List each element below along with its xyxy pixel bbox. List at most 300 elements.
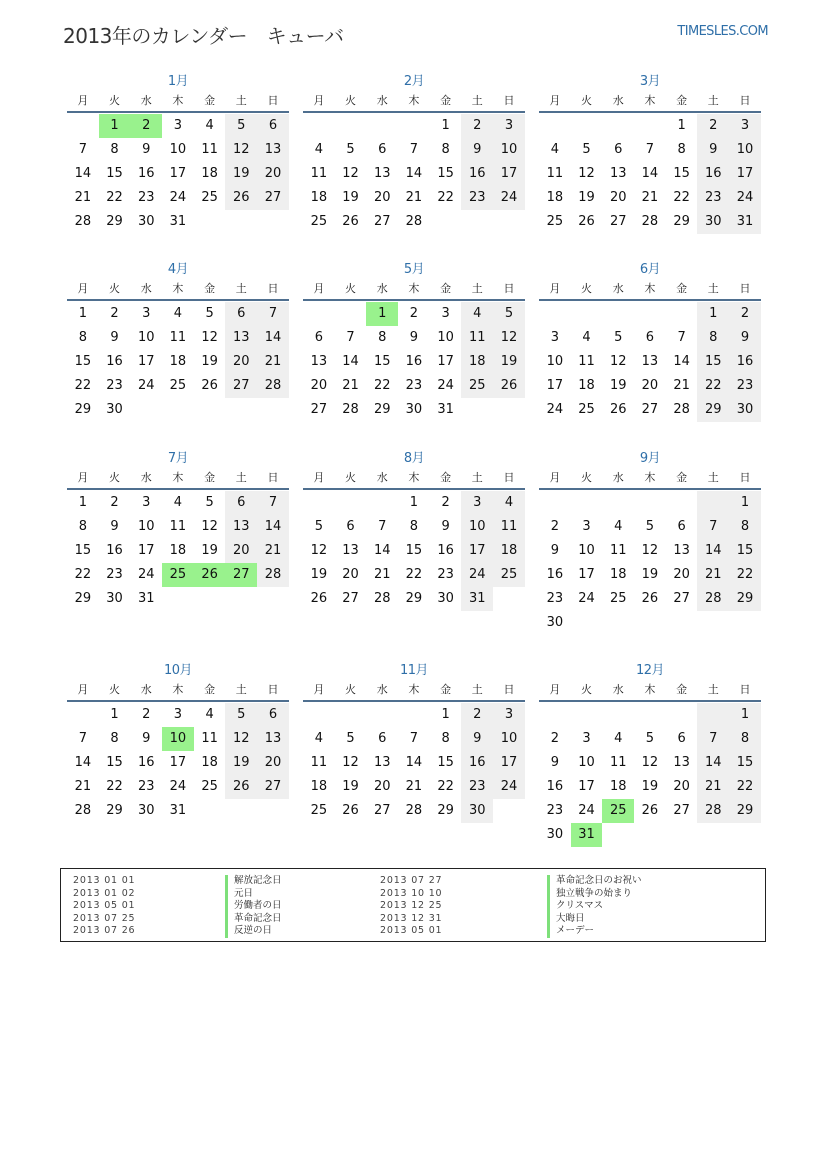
day-cell: 12 [641, 755, 659, 770]
day-cell: 14 [74, 755, 92, 770]
day-cell: 22 [697, 374, 729, 398]
empty-cell [225, 587, 257, 611]
day-cell: 27 [609, 214, 627, 229]
month-title: 8月 [403, 451, 425, 466]
day-cell: 26 [310, 591, 328, 606]
day-cell: 5 [205, 306, 214, 321]
day-cell: 15 [373, 354, 391, 369]
day-cell: 18 [609, 567, 627, 582]
day-cell: 24 [461, 563, 493, 587]
weekday-label: 水 [376, 683, 388, 696]
weekday-header [67, 680, 289, 702]
day-cell: 7 [409, 142, 419, 157]
day-cell: 3 [493, 703, 525, 727]
empty-cell [130, 398, 162, 422]
day-cell: 27 [310, 402, 328, 417]
day-cell: 13 [373, 755, 391, 770]
day-cell: 29 [373, 402, 391, 417]
day-cell: 28 [257, 374, 289, 398]
day-cell: 26 [578, 214, 595, 229]
legend-date: 2013 05 01 [380, 925, 443, 936]
empty-cell [257, 398, 289, 422]
empty-cell [67, 703, 99, 727]
day-cell: 4 [493, 491, 525, 515]
weekday-label: 木 [644, 683, 656, 696]
empty-cell [697, 703, 729, 727]
weekday-label: 金 [676, 282, 688, 295]
legend-date: 2013 07 27 [380, 875, 443, 886]
day-cell: 27 [673, 591, 690, 606]
day-cell: 25 [201, 779, 218, 794]
day-cell: 20 [342, 567, 359, 582]
day-cell: 23 [729, 374, 761, 398]
weekday-header [303, 91, 525, 113]
day-cell: 19 [641, 779, 659, 794]
weekday-label: 木 [644, 94, 656, 107]
day-cell: 22 [729, 775, 761, 799]
day-cell: 14 [405, 166, 423, 181]
weekday-label: 金 [440, 282, 452, 295]
day-cell: 27 [641, 402, 659, 417]
day-cell: 21 [257, 539, 289, 563]
empty-cell [697, 823, 729, 847]
day-cell: 8 [110, 731, 119, 746]
legend-date: 2013 10 10 [380, 887, 443, 899]
day-cell: 30 [546, 827, 564, 842]
empty-cell [697, 491, 729, 515]
legend-holiday-name: クリスマス [547, 900, 603, 913]
month-block [539, 662, 761, 847]
weekday-header [67, 91, 289, 113]
day-cell: 9 [697, 138, 729, 162]
day-grid [67, 491, 289, 611]
weekday-label: 月 [549, 683, 561, 696]
empty-cell [335, 703, 367, 727]
day-cell: 1 [729, 491, 761, 515]
day-cell: 20 [310, 378, 328, 393]
day-cell: 1 [677, 118, 686, 133]
day-cell: 5 [346, 731, 355, 746]
day-cell: 16 [461, 751, 493, 775]
day-cell: 8 [441, 731, 450, 746]
day-cell: 27 [673, 803, 690, 818]
month-block [303, 450, 525, 611]
month-block [67, 73, 289, 234]
day-cell: 4 [205, 707, 214, 722]
day-cell: 4 [314, 731, 323, 746]
day-cell: 11 [201, 142, 218, 157]
weekday-header [539, 91, 761, 113]
legend-date: 2013 07 26 [73, 925, 136, 936]
day-cell: 16 [729, 350, 761, 374]
day-cell: 14 [257, 326, 289, 350]
day-cell: 31 [137, 591, 155, 606]
day-cell: 23 [461, 775, 493, 799]
day-cell: 30 [461, 799, 493, 823]
day-cell: 7 [697, 515, 729, 539]
empty-cell [602, 823, 634, 847]
month-block [539, 261, 761, 422]
day-cell: 17 [546, 378, 564, 393]
day-cell: 12 [609, 354, 627, 369]
day-cell: 30 [546, 615, 564, 630]
page-title: 2013年のカレンダー キューバ [63, 24, 344, 48]
weekday-header [539, 680, 761, 702]
day-cell: 1 [78, 306, 87, 321]
day-cell: 2 [110, 495, 119, 510]
day-cell: 7 [346, 330, 355, 345]
day-cell: 4 [173, 306, 183, 321]
empty-cell [602, 302, 634, 326]
empty-cell [666, 703, 698, 727]
day-cell: 4 [314, 142, 323, 157]
day-cell: 9 [461, 727, 493, 751]
day-cell: 29 [106, 214, 123, 229]
day-cell: 29 [74, 402, 92, 417]
day-cell: 9 [729, 326, 761, 350]
day-cell: 10 [546, 354, 564, 369]
day-cell: 12 [578, 166, 595, 181]
day-grid [67, 703, 289, 823]
day-cell: 28 [342, 402, 359, 417]
day-cell: 1 [441, 118, 450, 133]
day-cell: 7 [409, 731, 419, 746]
month-title: 9月 [639, 451, 661, 466]
empty-cell [571, 114, 603, 138]
day-cell: 20 [257, 751, 289, 775]
day-cell: 2 [130, 114, 162, 138]
day-cell: 11 [310, 166, 328, 181]
weekday-label: 木 [408, 282, 420, 295]
day-cell: 13 [310, 354, 328, 369]
empty-cell [666, 611, 698, 635]
day-cell: 12 [342, 755, 359, 770]
empty-cell [303, 703, 335, 727]
day-cell: 19 [342, 779, 359, 794]
legend-holiday-name: 元日 [225, 888, 253, 901]
legend-date: 2013 12 31 [380, 912, 443, 924]
day-cell: 12 [225, 138, 257, 162]
day-cell: 27 [373, 214, 391, 229]
day-cell: 6 [257, 114, 289, 138]
day-cell: 29 [729, 587, 761, 611]
empty-cell [571, 491, 603, 515]
day-cell: 3 [142, 306, 151, 321]
day-cell: 19 [641, 567, 659, 582]
day-cell: 5 [205, 495, 214, 510]
day-cell: 17 [578, 779, 595, 794]
empty-cell [571, 703, 603, 727]
day-cell: 22 [74, 378, 92, 393]
legend-holiday-name: 革命記念日 [225, 913, 282, 926]
empty-cell [194, 587, 226, 611]
month-block [67, 662, 289, 823]
day-cell: 1 [409, 495, 419, 510]
weekday-label: 金 [204, 471, 216, 484]
day-cell: 8 [78, 519, 87, 534]
weekday-label: 月 [77, 94, 89, 107]
day-cell: 7 [78, 142, 87, 157]
day-cell: 9 [142, 142, 151, 157]
day-grid [539, 491, 761, 635]
weekday-label: 月 [313, 94, 325, 107]
day-cell: 22 [673, 190, 690, 205]
day-cell: 10 [137, 330, 155, 345]
day-cell: 2 [409, 306, 419, 321]
day-cell: 30 [437, 591, 454, 606]
day-cell: 25 [169, 378, 187, 393]
day-cell: 2 [142, 707, 151, 722]
day-cell: 4 [550, 142, 559, 157]
weekday-label: 金 [204, 94, 216, 107]
day-cell: 3 [142, 495, 151, 510]
day-grid [539, 703, 761, 847]
weekday-label: 水 [612, 683, 624, 696]
empty-cell [634, 703, 666, 727]
day-cell: 5 [493, 302, 525, 326]
day-cell: 29 [437, 803, 454, 818]
month-title: 3月 [639, 74, 661, 89]
day-cell: 2 [441, 495, 450, 510]
empty-cell [225, 398, 257, 422]
day-cell: 16 [697, 162, 729, 186]
day-cell: 16 [437, 543, 454, 558]
weekday-label: 日 [503, 471, 515, 484]
empty-cell [303, 491, 335, 515]
day-cell: 2 [550, 519, 559, 534]
day-cell: 17 [169, 755, 187, 770]
empty-cell [67, 114, 99, 138]
weekday-label: 月 [77, 282, 89, 295]
day-cell: 17 [493, 162, 525, 186]
day-cell: 22 [74, 567, 92, 582]
day-cell: 12 [201, 330, 218, 345]
day-cell: 15 [729, 539, 761, 563]
empty-cell [634, 302, 666, 326]
day-cell: 15 [106, 166, 123, 181]
day-cell: 7 [378, 519, 387, 534]
day-cell: 21 [405, 190, 423, 205]
weekday-label: 火 [109, 683, 121, 696]
day-cell: 6 [257, 703, 289, 727]
day-cell: 30 [697, 210, 729, 234]
day-cell: 30 [106, 591, 123, 606]
day-cell: 24 [546, 402, 564, 417]
empty-cell [602, 611, 634, 635]
day-cell: 24 [493, 775, 525, 799]
day-cell: 3 [582, 731, 591, 746]
empty-cell [539, 491, 571, 515]
day-cell: 2 [461, 703, 493, 727]
weekday-label: 木 [644, 471, 656, 484]
day-cell: 6 [378, 142, 387, 157]
day-cell: 9 [550, 543, 559, 558]
day-cell: 24 [137, 378, 155, 393]
weekday-label: 日 [267, 94, 279, 107]
day-cell: 19 [225, 162, 257, 186]
empty-cell [602, 703, 634, 727]
empty-cell [602, 114, 634, 138]
day-cell: 26 [342, 803, 359, 818]
weekday-label: 土 [707, 471, 719, 484]
day-cell: 12 [225, 727, 257, 751]
day-cell: 2 [110, 306, 119, 321]
day-cell: 12 [310, 543, 328, 558]
day-cell: 29 [106, 803, 123, 818]
day-cell: 26 [641, 591, 659, 606]
day-cell: 3 [173, 118, 183, 133]
day-cell: 10 [437, 330, 454, 345]
day-cell: 16 [405, 354, 423, 369]
weekday-header [67, 279, 289, 301]
weekday-label: 金 [676, 683, 688, 696]
day-cell: 11 [609, 755, 627, 770]
day-cell: 23 [697, 186, 729, 210]
weekday-label: 水 [612, 282, 624, 295]
month-title: 12月 [635, 663, 665, 678]
legend-date: 2013 12 25 [380, 900, 443, 911]
day-cell: 18 [201, 166, 218, 181]
day-cell: 31 [461, 587, 493, 611]
day-cell: 25 [609, 591, 627, 606]
empty-cell [634, 823, 666, 847]
day-cell: 15 [405, 543, 423, 558]
empty-cell [162, 398, 194, 422]
weekday-label: 水 [612, 471, 624, 484]
weekday-label: 木 [408, 94, 420, 107]
day-cell: 13 [673, 755, 690, 770]
day-cell: 18 [546, 190, 564, 205]
month-block [303, 662, 525, 823]
holiday-legend [60, 868, 766, 942]
weekday-label: 日 [739, 683, 751, 696]
weekday-label: 月 [549, 471, 561, 484]
weekday-label: 土 [235, 94, 247, 107]
weekday-label: 月 [549, 282, 561, 295]
weekday-label: 火 [109, 94, 121, 107]
day-cell: 6 [225, 491, 257, 515]
empty-cell [539, 703, 571, 727]
day-cell: 13 [225, 326, 257, 350]
site-brand[interactable]: TIMESLES.COM [677, 24, 768, 39]
empty-cell [493, 587, 525, 611]
day-cell: 20 [257, 162, 289, 186]
day-cell: 4 [582, 330, 591, 345]
empty-cell [729, 611, 761, 635]
day-cell: 11 [169, 330, 187, 345]
day-cell: 21 [405, 779, 423, 794]
weekday-label: 火 [581, 471, 593, 484]
day-cell: 25 [493, 563, 525, 587]
day-cell: 10 [162, 727, 194, 751]
day-cell: 28 [373, 591, 391, 606]
day-cell: 2 [550, 731, 559, 746]
empty-cell [493, 799, 525, 823]
day-cell: 5 [225, 114, 257, 138]
day-cell: 20 [225, 539, 257, 563]
day-cell: 31 [169, 214, 187, 229]
empty-cell [571, 302, 603, 326]
day-cell: 31 [729, 210, 761, 234]
legend-holiday-name: 解放記念日 [225, 875, 282, 888]
month-title: 7月 [167, 451, 189, 466]
day-cell: 15 [437, 755, 454, 770]
day-cell: 31 [169, 803, 187, 818]
empty-cell [257, 587, 289, 611]
weekday-label: 水 [612, 94, 624, 107]
day-cell: 16 [546, 779, 564, 794]
day-cell: 3 [493, 114, 525, 138]
day-cell: 25 [461, 374, 493, 398]
day-cell: 31 [437, 402, 454, 417]
day-cell: 22 [106, 779, 123, 794]
day-cell: 21 [641, 190, 659, 205]
day-cell: 8 [110, 142, 119, 157]
empty-cell [571, 611, 603, 635]
weekday-header [67, 468, 289, 490]
day-cell: 5 [645, 731, 655, 746]
day-cell: 11 [578, 354, 595, 369]
day-cell: 11 [609, 543, 627, 558]
day-cell: 11 [493, 515, 525, 539]
weekday-label: 月 [313, 683, 325, 696]
day-grid [303, 114, 525, 234]
weekday-label: 日 [267, 683, 279, 696]
weekday-label: 火 [345, 683, 357, 696]
empty-cell [666, 823, 698, 847]
day-cell: 25 [578, 402, 595, 417]
day-cell: 22 [106, 190, 123, 205]
day-cell: 20 [373, 779, 391, 794]
day-cell: 11 [461, 326, 493, 350]
day-cell: 23 [437, 567, 454, 582]
day-cell: 9 [110, 519, 119, 534]
empty-cell [461, 210, 493, 234]
weekday-label: 日 [739, 282, 751, 295]
day-cell: 28 [641, 214, 659, 229]
day-cell: 6 [677, 519, 686, 534]
day-cell: 28 [74, 214, 92, 229]
day-cell: 9 [461, 138, 493, 162]
weekday-label: 土 [471, 94, 483, 107]
weekday-label: 火 [581, 683, 593, 696]
day-cell: 3 [173, 707, 183, 722]
empty-cell [493, 210, 525, 234]
day-cell: 10 [493, 727, 525, 751]
legend-date: 2013 05 01 [73, 900, 136, 911]
day-cell: 11 [201, 731, 218, 746]
day-cell: 1 [441, 707, 450, 722]
empty-cell [194, 799, 226, 823]
day-cell: 12 [201, 519, 218, 534]
day-cell: 8 [378, 330, 387, 345]
day-cell: 24 [729, 186, 761, 210]
empty-cell [634, 491, 666, 515]
day-grid [303, 302, 525, 422]
day-cell: 5 [582, 142, 591, 157]
empty-cell [666, 302, 698, 326]
day-cell: 15 [74, 543, 92, 558]
day-cell: 16 [106, 354, 123, 369]
weekday-label: 日 [267, 471, 279, 484]
empty-cell [335, 491, 367, 515]
day-cell: 12 [342, 166, 359, 181]
day-cell: 15 [437, 166, 454, 181]
weekday-label: 土 [235, 282, 247, 295]
day-cell: 21 [342, 378, 359, 393]
day-cell: 9 [441, 519, 450, 534]
day-cell: 20 [641, 378, 659, 393]
